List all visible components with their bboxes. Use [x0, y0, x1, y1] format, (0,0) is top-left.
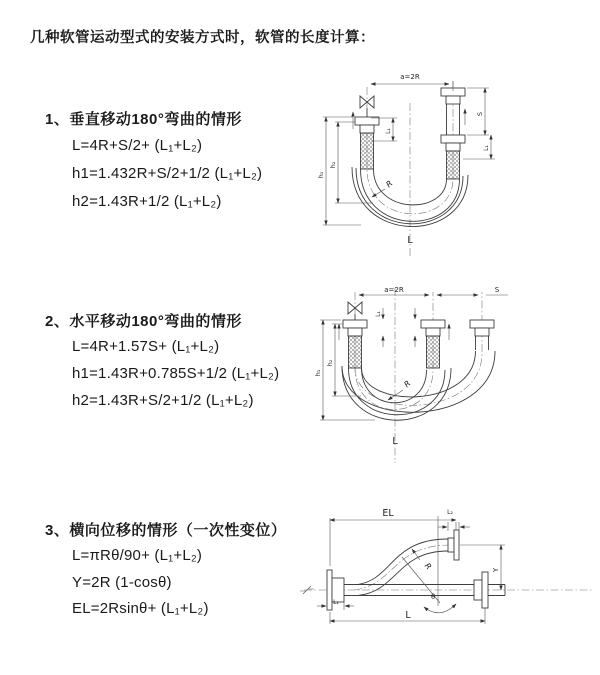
hose-outline [327, 530, 505, 610]
formula-3-l: L=πRθ/90+ (L₁+L₂) [72, 547, 203, 564]
dimensions [317, 508, 505, 624]
formula-2-h2: h2=1.43R+S/2+1/2 (L₁+L₂) [72, 392, 254, 409]
page-title: 几种软管运动型式的安装方式时，软管的长度计算： [30, 30, 375, 46]
braided-hose-left [349, 336, 362, 368]
centerlines [367, 81, 453, 257]
dim-label-l: L [405, 610, 411, 621]
angle-label: θ [431, 593, 436, 601]
dim-label-l1: L₁ [333, 599, 339, 606]
dim-label-l1: L₁ [375, 311, 382, 317]
length-label: L [407, 235, 413, 246]
section-3-heading: 3、横向位移的情形（一次性变位） [45, 522, 287, 539]
radius-label: R [384, 178, 395, 190]
diagram-lateral-displacement [298, 500, 600, 650]
dim-label-h2: h₂ [329, 161, 337, 169]
diagram-horizontal-180-bend [305, 278, 600, 468]
dim-label-l2: L₂ [447, 509, 453, 516]
section-1-heading: 1、垂直移动180°弯曲的情形 [45, 111, 242, 128]
formula-3-y: Y=2R (1-cosθ) [72, 574, 172, 591]
dim-label-el: EL [382, 508, 394, 519]
radius-label: R [402, 378, 413, 390]
radius-label: R [422, 561, 434, 572]
section-2-heading: 2、水平移动180°弯曲的情形 [45, 313, 242, 330]
dim-label-a2r: a=2R [400, 73, 420, 81]
formula-1-h1: h1=1.432R+S/2+1/2 (L₁+L₂) [72, 165, 263, 182]
braided-hose-middle [427, 336, 440, 368]
valve-icon [360, 96, 367, 108]
formula-2-h1: h1=1.43R+0.785S+1/2 (L₁+L₂) [72, 365, 280, 382]
formula-2-l: L=4R+1.57S+ (L₁+L₂) [72, 338, 220, 355]
valve-icon [348, 302, 355, 314]
dim-label-a2r: a=2R [384, 286, 404, 294]
length-label: L [392, 436, 398, 447]
dim-label-s: S [476, 111, 484, 117]
hose-outline [342, 302, 495, 420]
formula-1-h2: h2=1.43R+1/2 (L₁+L₂) [72, 193, 222, 210]
dim-label-h1: h₁ [314, 369, 322, 377]
dim-label-h2: h₂ [326, 359, 334, 367]
diagram-vertical-180-bend [305, 65, 595, 265]
dimensions [314, 286, 508, 447]
dim-label-h1: h₁ [317, 171, 325, 179]
dim-label-s: S [494, 286, 500, 294]
braided-hose-right [447, 151, 460, 179]
formula-3-el: EL=2Rsinθ+ (L₁+L₂) [72, 600, 209, 617]
dim-label-l1-left: L₁ [385, 128, 392, 134]
dim-label-y: Y [492, 567, 500, 573]
dim-label-l1: L₁ [483, 145, 490, 151]
braided-hose-left [361, 133, 374, 169]
dimensions [317, 73, 495, 246]
formula-1-l: L=4R+S/2+ (L₁+L₂) [72, 137, 203, 154]
